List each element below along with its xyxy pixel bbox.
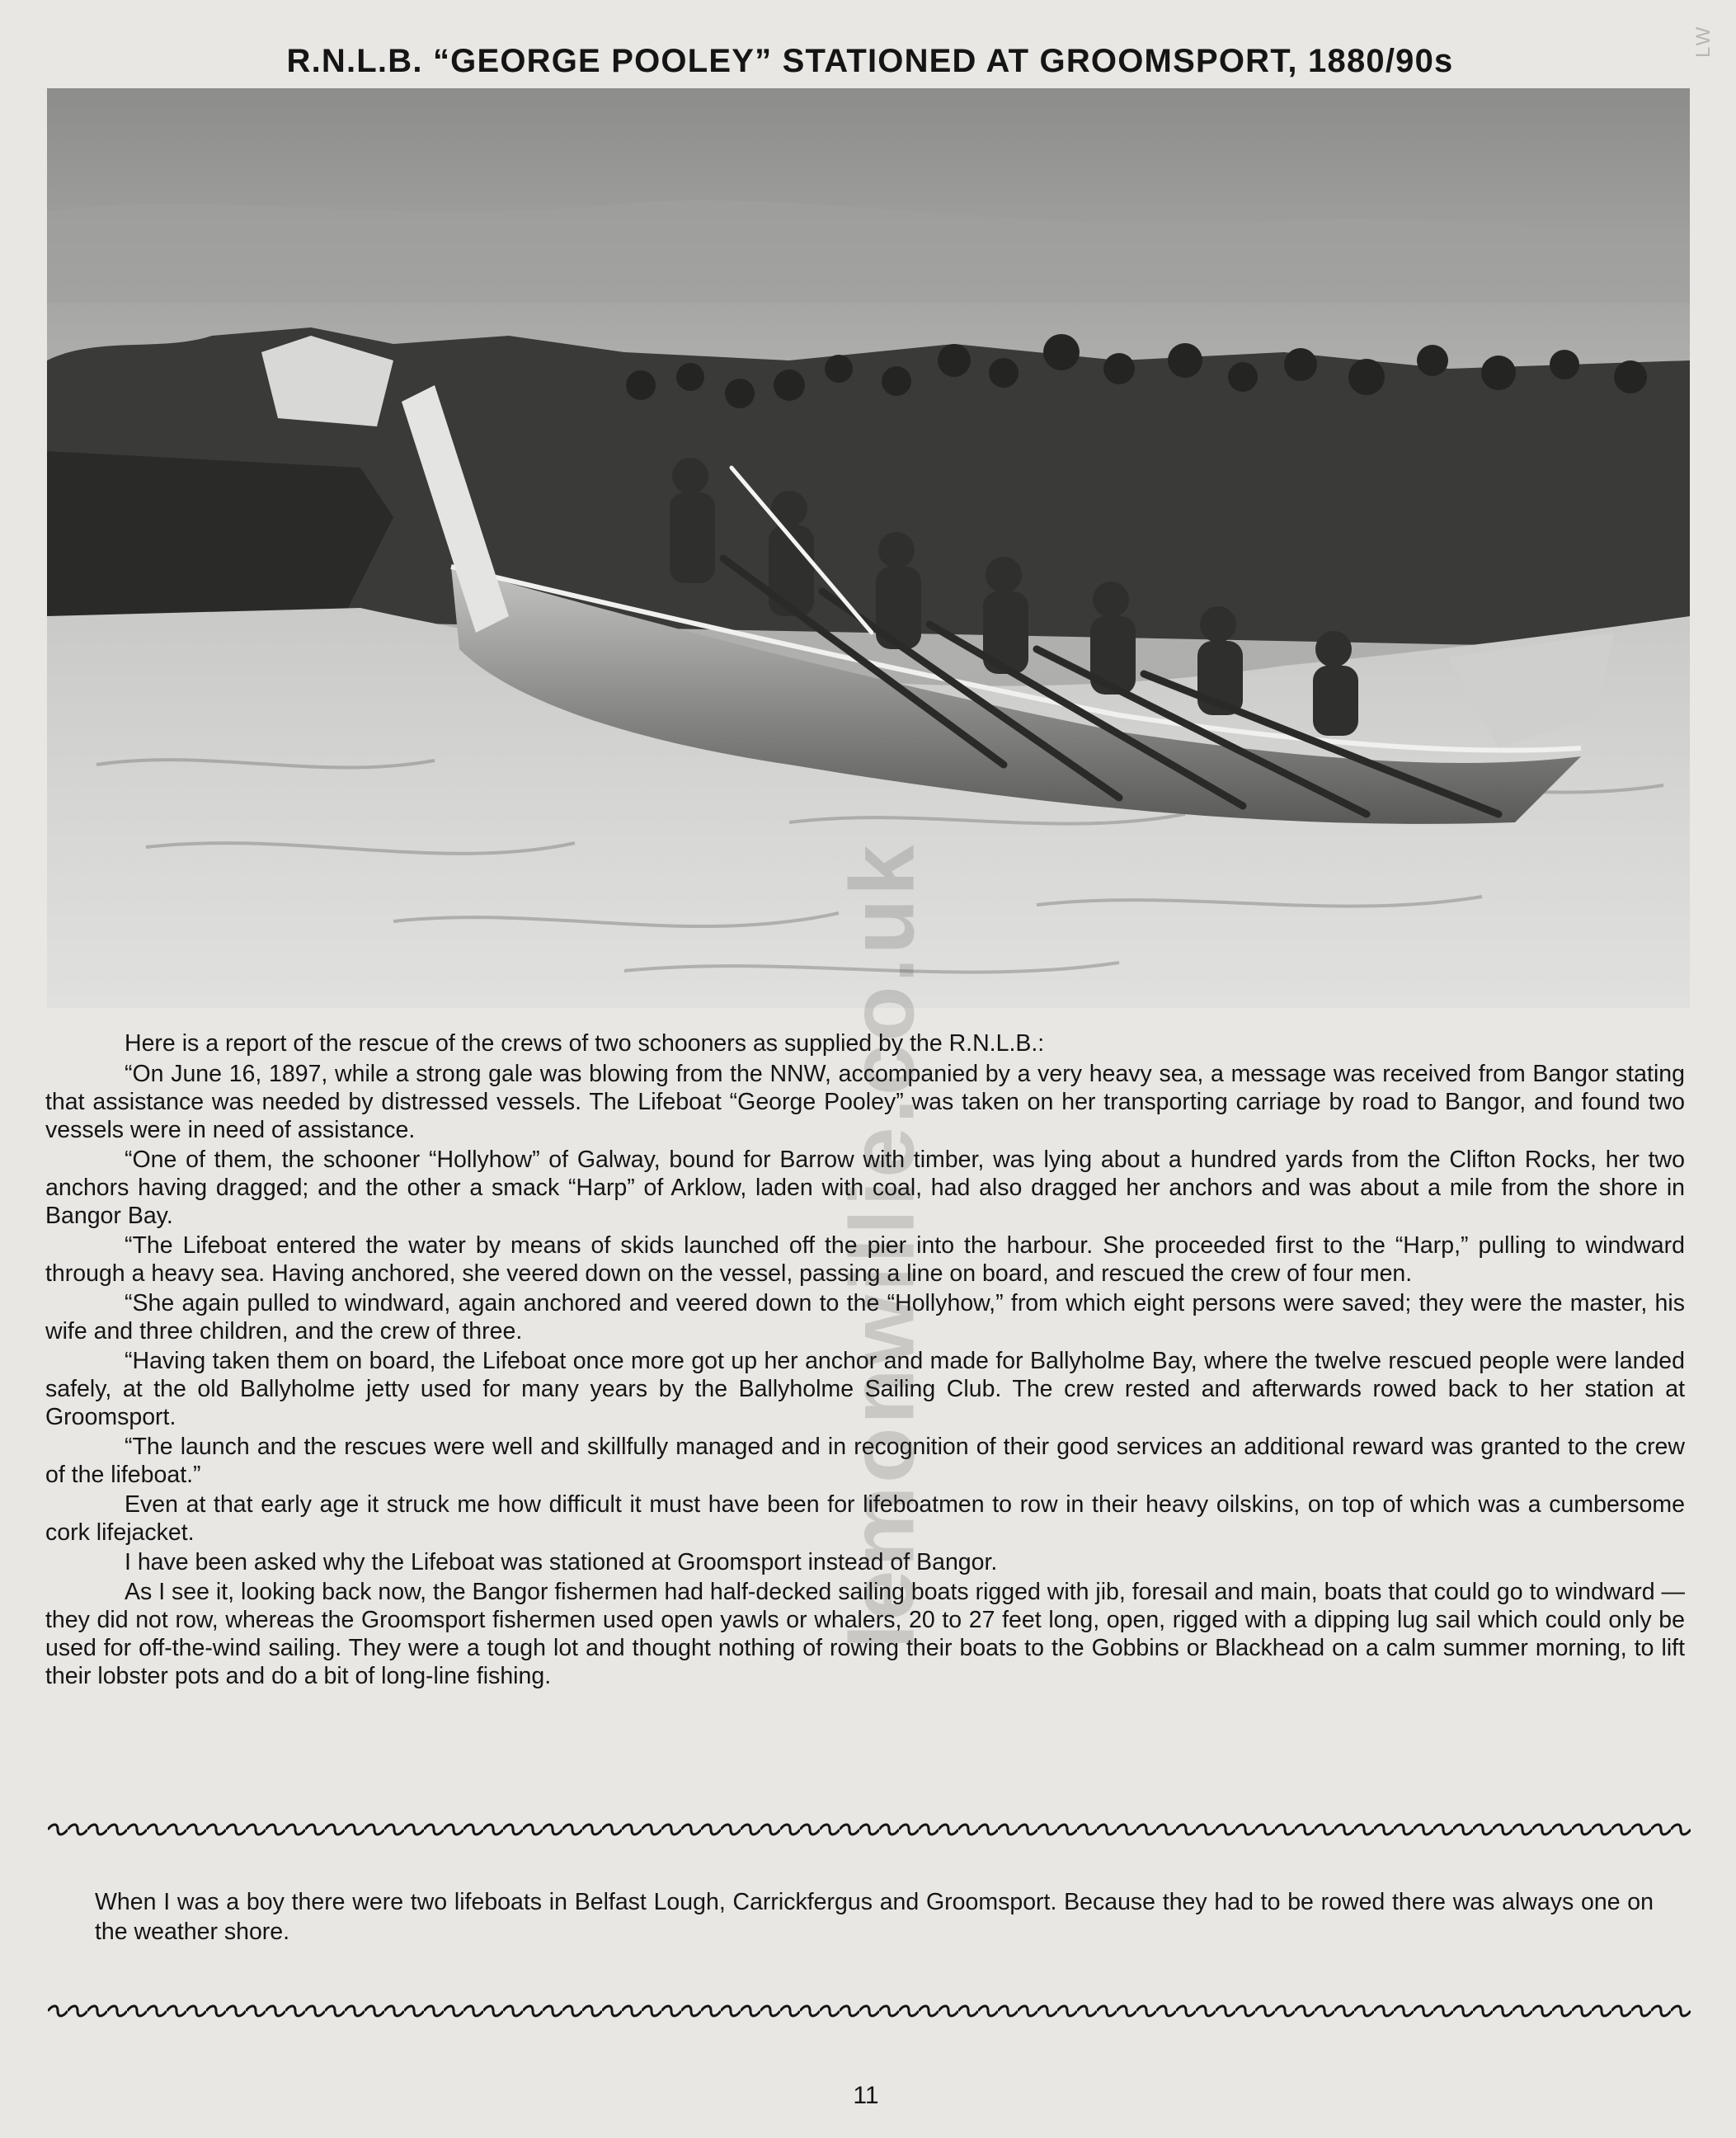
article-paragraph: “The launch and the rescues were well and skillfully managed and in recognition of their good services an additional reward was granted to the crew of the lifeboat.” [45,1434,1685,1488]
wave-line-icon [48,2003,1691,2019]
page-number: 11 [853,2082,879,2109]
article-paragraph: “Having taken them on board, the Lifeboat once more got up her anchor and made for Ballyholme Bay, where the twelve rescued people were landed safely, at the old Ballyholme jetty used for many years by the Ballyholme Sailing Club. The crew rested and afterwards rowed back to her station at Groomsport. [45,1348,1685,1430]
article-paragraph: Here is a report of the rescue of the crews of two schooners as supplied by the R.N.L.B.: [125,1030,1045,1057]
watermark: lemonwillie.co.uk [831,841,934,1650]
corner-mark: LW [1692,24,1715,58]
wave-divider-bottom [48,2003,1691,2019]
article-paragraph: Even at that early age it struck me how difficult it must have been for lifeboatmen to row in their heavy oilskins, on top of which was a cumbersome cork lifejacket. [45,1491,1685,1546]
article-paragraph: “She again pulled to windward, again anchored and veered down to the “Hollyhow,” from which eight persons were saved; they were the master, his wife and three children, and the crew of three. [45,1290,1685,1344]
article-paragraph: As I see it, looking back now, the Bangor fishermen had half-decked sailing boats rigged with jib, foresail and main, boats that could go to windward — they did not row, whereas the Groomsport fishermen used open yawls or whalers, 20 to 27 feet long, open, rigged with a dipping lug sail which could only be used for off-the-wind sailing. They were a tough lot and thought nothing of rowing their boats to the Gobbins or Blackhead on a calm summer morning, to lift their lobster pots and do a bit of long-line fishing. [45,1579,1685,1689]
article-paragraph: “One of them, the schooner “Hollyhow” of Galway, bound for Barrow with timber, was lying about a hundred yards from the Clifton Rocks, her two anchors having dragged; and the other a smack “Harp” of Arklow, laden with coal, had also dragged her anchors and was about a mile from the shore in Bangor Bay. [45,1147,1685,1229]
wave-divider-top [48,1821,1691,1838]
note-text: When I was a boy there were two lifeboats in Belfast Lough, Carrickfergus and Groomsport. Because they had to be rowed there was always one on the weather shore. [95,1889,1654,1945]
note-box [95,1887,1654,1947]
article-paragraph: I have been asked why the Lifeboat was stationed at Groomsport instead of Bangor. [125,1549,998,1575]
article-paragraph: “On June 16, 1897, while a strong gale was blowing from the NNW, accompanied by a very heavy sea, a message was received from Bangor stating that assistance was needed by distressed vessels. The Lifeboat “George Pooley” was taken on her transporting carriage by road to Bangor, and found two vessels were in need of assistance. [45,1061,1685,1143]
article-paragraph: “The Lifeboat entered the water by means of skids launched off the pier into the harbour. She proceeded first to the “Harp,” pulling to windward through a heavy sea. Having anchored, she veered down on the vessel, passing a line on board, and rescued the crew of four men. [45,1232,1685,1287]
wave-line-icon [48,1821,1691,1838]
page-title: R.N.L.B. “GEORGE POOLEY” STATIONED AT GROOMSPORT, 1880/90s [286,43,1454,79]
